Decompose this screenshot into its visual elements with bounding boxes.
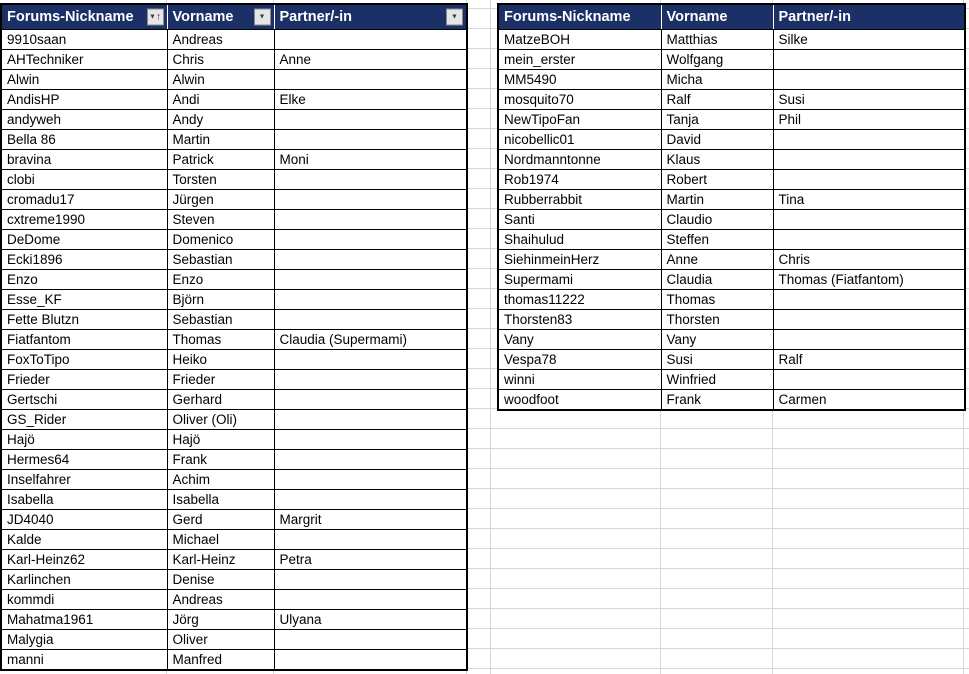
member-table-right <box>497 3 966 411</box>
cell[interactable]: Sebastian <box>167 250 274 270</box>
cell[interactable]: MatzeBOH <box>498 30 661 50</box>
cell[interactable]: Alwin <box>1 70 167 90</box>
table-row <box>1 250 467 270</box>
cell[interactable]: Achim <box>167 470 274 490</box>
cell[interactable]: Esse_KF <box>1 290 167 310</box>
column-header-partner-in[interactable] <box>274 4 467 30</box>
table-row <box>498 310 965 330</box>
cell[interactable]: Vany <box>661 330 773 350</box>
cell[interactable] <box>274 370 467 390</box>
cell[interactable]: Hajö <box>1 430 167 450</box>
cell[interactable]: winni <box>498 370 661 390</box>
table-row <box>498 170 965 190</box>
table-row <box>1 370 467 390</box>
member-table-left <box>0 3 468 671</box>
cell[interactable] <box>274 110 467 130</box>
cell[interactable] <box>274 170 467 190</box>
cell[interactable]: Denise <box>167 570 274 590</box>
cell[interactable]: Gerd <box>167 510 274 530</box>
column-header-partner-in[interactable] <box>773 4 965 30</box>
table-row <box>498 130 965 150</box>
column-header-label: Partner/-in <box>279 9 353 25</box>
table-row <box>1 150 467 170</box>
cell[interactable]: clobi <box>1 170 167 190</box>
cell[interactable]: 9910saan <box>1 30 167 50</box>
table-row <box>498 330 965 350</box>
filter-dropdown-icon: ▼ <box>258 13 266 21</box>
table-row <box>1 190 467 210</box>
cell[interactable]: Inselfahrer <box>1 470 167 490</box>
cell[interactable]: Jörg <box>167 610 274 630</box>
cell[interactable] <box>274 410 467 430</box>
cell[interactable]: Ecki1896 <box>1 250 167 270</box>
cell[interactable]: David <box>661 130 773 150</box>
cell[interactable]: bravina <box>1 150 167 170</box>
cell[interactable]: Anne <box>661 250 773 270</box>
cell[interactable]: Andy <box>167 110 274 130</box>
cell[interactable]: Manfred <box>167 650 274 671</box>
cell[interactable]: Margrit <box>274 510 467 530</box>
cell[interactable]: Rob1974 <box>498 170 661 190</box>
header-row <box>498 4 965 30</box>
cell[interactable]: Frieder <box>167 370 274 390</box>
cell[interactable]: cxtreme1990 <box>1 210 167 230</box>
cell[interactable]: Hermes64 <box>1 450 167 470</box>
cell[interactable]: Frank <box>661 390 773 411</box>
table-row <box>498 110 965 130</box>
column-header-label: Forums-Nickname <box>504 9 631 25</box>
cell[interactable]: JD4040 <box>1 510 167 530</box>
cell[interactable]: Michael <box>167 530 274 550</box>
cell[interactable] <box>274 70 467 90</box>
table-row <box>1 410 467 430</box>
table-row <box>1 450 467 470</box>
cell[interactable]: DeDome <box>1 230 167 250</box>
table-row <box>498 370 965 390</box>
column-header-label: Partner/-in <box>778 9 852 25</box>
cell[interactable] <box>274 310 467 330</box>
table-row <box>1 130 467 150</box>
cell[interactable] <box>773 130 965 150</box>
cell[interactable]: Karlinchen <box>1 570 167 590</box>
cell[interactable]: Supermami <box>498 270 661 290</box>
cell[interactable]: Andi <box>167 90 274 110</box>
filter-button-forums-nickname[interactable] <box>147 9 164 26</box>
table-row <box>1 230 467 250</box>
table-row <box>498 190 965 210</box>
column-header-label: Vorname <box>666 9 728 25</box>
cell[interactable]: Steffen <box>661 230 773 250</box>
cell[interactable]: Thomas <box>167 330 274 350</box>
column-header-vorname[interactable] <box>661 4 773 30</box>
cell[interactable]: cromadu17 <box>1 190 167 210</box>
column-header-vorname[interactable] <box>167 4 274 30</box>
cell[interactable]: Phil <box>773 110 965 130</box>
cell[interactable]: Santi <box>498 210 661 230</box>
cell[interactable]: Susi <box>773 90 965 110</box>
cell[interactable] <box>274 190 467 210</box>
cell[interactable]: Klaus <box>661 150 773 170</box>
cell[interactable]: Domenico <box>167 230 274 250</box>
cell[interactable]: Ralf <box>773 350 965 370</box>
cell[interactable]: Gertschi <box>1 390 167 410</box>
cell[interactable] <box>773 370 965 390</box>
cell[interactable]: Vany <box>498 330 661 350</box>
table-row <box>1 570 467 590</box>
cell[interactable]: GS_Rider <box>1 410 167 430</box>
cell[interactable]: nicobellic01 <box>498 130 661 150</box>
sort-ascending-icon: ↑ <box>155 11 161 22</box>
cell[interactable] <box>274 630 467 650</box>
table-row <box>1 210 467 230</box>
cell[interactable]: Winfried <box>661 370 773 390</box>
cell[interactable]: Bella 86 <box>1 130 167 150</box>
cell[interactable]: Heiko <box>167 350 274 370</box>
cell[interactable]: Elke <box>274 90 467 110</box>
cell[interactable]: Chris <box>773 250 965 270</box>
table-row <box>498 230 965 250</box>
cell[interactable] <box>773 70 965 90</box>
filter-dropdown-icon: ▼ <box>451 13 458 21</box>
cell[interactable]: Silke <box>773 30 965 50</box>
table-row <box>1 350 467 370</box>
cell[interactable]: Enzo <box>167 270 274 290</box>
cell[interactable] <box>274 210 467 230</box>
cell[interactable]: Björn <box>167 290 274 310</box>
cell[interactable]: Matthias <box>661 30 773 50</box>
table-row <box>1 530 467 550</box>
cell[interactable] <box>773 230 965 250</box>
cell[interactable] <box>274 250 467 270</box>
cell[interactable]: SiehinmeinHerz <box>498 250 661 270</box>
cell[interactable] <box>773 330 965 350</box>
cell[interactable]: Andreas <box>167 30 274 50</box>
cell[interactable]: AndisHP <box>1 90 167 110</box>
cell[interactable] <box>274 30 467 50</box>
cell[interactable] <box>274 570 467 590</box>
cell[interactable] <box>274 470 467 490</box>
cell[interactable]: FoxToTipo <box>1 350 167 370</box>
cell[interactable]: AHTechniker <box>1 50 167 70</box>
column-header-forums-nickname[interactable] <box>498 4 661 30</box>
table-row <box>1 290 467 310</box>
table-row <box>498 50 965 70</box>
table-row <box>1 270 467 290</box>
cell[interactable]: Micha <box>661 70 773 90</box>
cell[interactable]: Fette Blutzn <box>1 310 167 330</box>
cell[interactable]: Malygia <box>1 630 167 650</box>
cell[interactable]: Carmen <box>773 390 965 411</box>
cell[interactable] <box>274 230 467 250</box>
cell[interactable]: Claudio <box>661 210 773 230</box>
cell[interactable]: Enzo <box>1 270 167 290</box>
cell[interactable]: Thomas (Fiatfantom) <box>773 270 965 290</box>
cell[interactable]: Shaihulud <box>498 230 661 250</box>
cell[interactable] <box>773 50 965 70</box>
cell[interactable] <box>274 450 467 470</box>
table-row <box>1 470 467 490</box>
table-row <box>498 70 965 90</box>
cell[interactable]: Gerhard <box>167 390 274 410</box>
cell[interactable] <box>274 590 467 610</box>
table-row <box>1 510 467 530</box>
cell[interactable]: Tina <box>773 190 965 210</box>
cell[interactable]: Thorsten83 <box>498 310 661 330</box>
cell[interactable]: woodfoot <box>498 390 661 411</box>
cell[interactable] <box>274 490 467 510</box>
cell[interactable]: Robert <box>661 170 773 190</box>
column-header-forums-nickname[interactable] <box>1 4 167 30</box>
cell[interactable]: Susi <box>661 350 773 370</box>
cell[interactable]: Rubberrabbit <box>498 190 661 210</box>
cell[interactable]: MM5490 <box>498 70 661 90</box>
cell[interactable]: Nordmanntonne <box>498 150 661 170</box>
cell[interactable] <box>274 650 467 671</box>
table-row <box>1 50 467 70</box>
table-row <box>498 90 965 110</box>
cell[interactable]: Frank <box>167 450 274 470</box>
table-row <box>498 210 965 230</box>
cell[interactable]: Patrick <box>167 150 274 170</box>
cell[interactable]: Isabella <box>1 490 167 510</box>
cell[interactable]: Tanja <box>661 110 773 130</box>
cell[interactable]: Thorsten <box>661 310 773 330</box>
cell[interactable]: Fiatfantom <box>1 330 167 350</box>
cell[interactable]: Sebastian <box>167 310 274 330</box>
cell[interactable]: Chris <box>167 50 274 70</box>
filter-dropdown-icon: ▼ <box>149 13 156 21</box>
cell[interactable]: Wolfgang <box>661 50 773 70</box>
table-row <box>498 270 965 290</box>
cell[interactable]: Kalde <box>1 530 167 550</box>
table-row <box>1 390 467 410</box>
table-row <box>498 250 965 270</box>
column-header-label: Vorname <box>172 9 234 25</box>
table-row <box>1 70 467 90</box>
table-row <box>498 150 965 170</box>
cell[interactable] <box>773 310 965 330</box>
table-row <box>498 390 965 411</box>
cell[interactable]: Claudia (Supermami) <box>274 330 467 350</box>
filter-button-vorname[interactable] <box>254 9 271 26</box>
cell[interactable] <box>274 130 467 150</box>
table-row <box>1 170 467 190</box>
cell[interactable] <box>274 350 467 370</box>
table-row <box>498 290 965 310</box>
cell[interactable] <box>274 390 467 410</box>
cell[interactable]: Claudia <box>661 270 773 290</box>
cell[interactable]: Martin <box>167 130 274 150</box>
cell[interactable]: Torsten <box>167 170 274 190</box>
table-row <box>1 30 467 50</box>
cell[interactable] <box>274 270 467 290</box>
cell[interactable]: kommdi <box>1 590 167 610</box>
cell[interactable] <box>274 290 467 310</box>
cell[interactable]: Steven <box>167 210 274 230</box>
cell[interactable] <box>773 170 965 190</box>
cell[interactable]: Ralf <box>661 90 773 110</box>
table-row <box>1 490 467 510</box>
table-row <box>1 110 467 130</box>
cell[interactable]: Alwin <box>167 70 274 90</box>
cell[interactable] <box>773 150 965 170</box>
cell[interactable]: Petra <box>274 550 467 570</box>
cell[interactable]: Frieder <box>1 370 167 390</box>
column-header-label: Forums-Nickname <box>7 9 134 25</box>
cell[interactable] <box>773 210 965 230</box>
table-row <box>1 590 467 610</box>
cell[interactable]: Thomas <box>661 290 773 310</box>
table-row <box>498 350 965 370</box>
sheet-gridline <box>490 0 491 674</box>
table-row <box>1 610 467 630</box>
table-row <box>1 550 467 570</box>
cell[interactable]: Oliver <box>167 630 274 650</box>
cell[interactable]: Isabella <box>167 490 274 510</box>
cell[interactable]: NewTipoFan <box>498 110 661 130</box>
cell[interactable]: mein_erster <box>498 50 661 70</box>
table-row <box>1 430 467 450</box>
table-row <box>1 310 467 330</box>
cell[interactable]: mosquito70 <box>498 90 661 110</box>
cell[interactable]: Ulyana <box>274 610 467 630</box>
cell[interactable]: Jürgen <box>167 190 274 210</box>
cell[interactable]: Hajö <box>167 430 274 450</box>
cell[interactable]: Karl-Heinz62 <box>1 550 167 570</box>
cell[interactable] <box>773 290 965 310</box>
cell[interactable]: Andreas <box>167 590 274 610</box>
cell[interactable]: thomas11222 <box>498 290 661 310</box>
table-row <box>1 90 467 110</box>
table-row <box>1 650 467 671</box>
cell[interactable]: Oliver (Oli) <box>167 410 274 430</box>
cell[interactable]: Vespa78 <box>498 350 661 370</box>
cell[interactable] <box>274 430 467 450</box>
cell[interactable]: manni <box>1 650 167 671</box>
table-row <box>1 630 467 650</box>
table-row <box>1 330 467 350</box>
cell[interactable]: Moni <box>274 150 467 170</box>
cell-active[interactable]: Mahatma1961 <box>1 610 167 630</box>
cell[interactable]: Martin <box>661 190 773 210</box>
header-row <box>1 4 467 30</box>
cell[interactable]: andyweh <box>1 110 167 130</box>
cell[interactable]: Anne <box>274 50 467 70</box>
cell[interactable]: Karl-Heinz <box>167 550 274 570</box>
table-row <box>498 30 965 50</box>
filter-button-partner-in[interactable] <box>446 9 463 26</box>
cell[interactable] <box>274 530 467 550</box>
